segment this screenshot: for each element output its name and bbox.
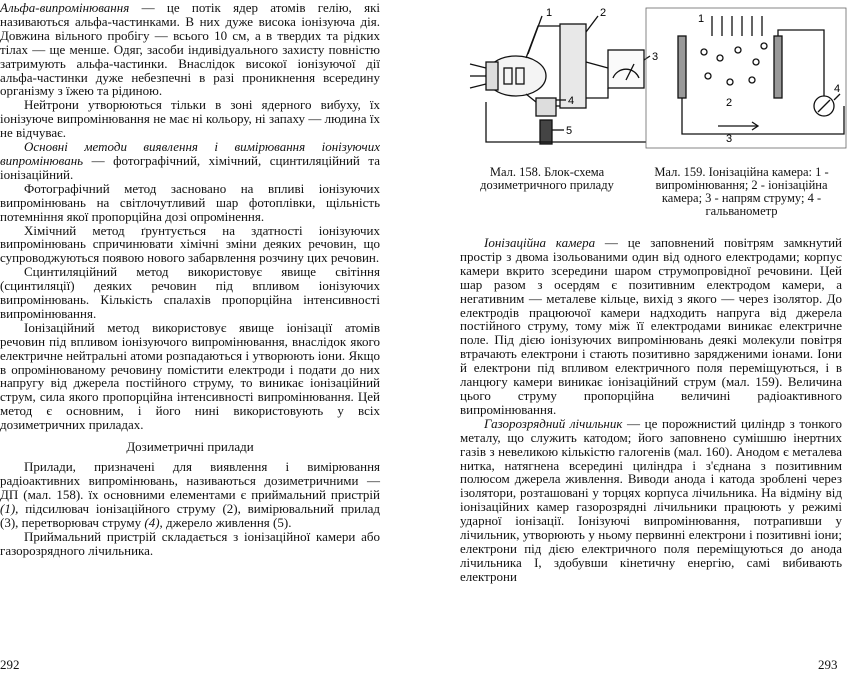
paragraph-neutrons: Нейтрони утворюються тільки в зоні ядерного вибуху, їх іонізуюче випромінювання не має ні кольору, ні запаху — людина їх не відчуває. xyxy=(0,97,380,141)
fig158-label-2: 2 xyxy=(600,7,607,19)
page-number-right: 293 xyxy=(818,657,838,672)
paragraph-methods: Основні методи виявлення і вимірювання іонізуючих випромінювань — фотографічний, хімічний, сцинтиляційний та іонізаційний. xyxy=(0,139,380,182)
paragraph-ionization-chamber: Іонізаційна камера — це заповнений повітрям замкнутий простір з двома ізольованими один від одного електродами; корпус камери вкрито зсередини шаром струмопровідної речовини. Цей шар разом з осердям є позитивним електродом камери, а негативним — металеве кільце, вихід з якого — через ізолятор. До електродів працюючої камери надходить напруга від джерела постійного струму, тому між її електродами виникає електричне поле. Під дією іонізуючих випромінювань деякі молекули повітря втрачають електрони і стають позитивно зарядженими іонами. Іони й електрони під впливом електричного поля переміщуються, і в ланцюгу камери виникає іонізаційний струм (мал. 159). Величина цього струму пропорційна величині радіоактивного випромінювання. xyxy=(460,235,842,417)
fig159-label-1: 1 xyxy=(698,13,705,25)
paragraph-devices: Прилади, призначені для виявлення і вимірювання радіоактивних випромінювань, називаються дозиметричними — ДП (мал. 158). їх основними елементами є приймальний пристрій (1), підсилювач іонізаційного струму (2), вимірювальний прилад (3), перетворювач струму (4), джерело живлення (5). xyxy=(0,459,380,530)
fig159-label-4: 4 xyxy=(834,83,841,95)
paragraph-scintillation-method: Сцинтиляційний метод використовує явище світіння (сцинтиляції) деяких речовин під впливом іонізуючих випромінювань. Кількість спалахів пропорційна інтенсивності випромінювання. xyxy=(0,264,380,321)
right-page-text xyxy=(460,236,842,584)
figure-158-diagram xyxy=(470,16,650,144)
fig159-label-2: 2 xyxy=(726,97,733,109)
caption-figure-159: Мал. 159. Іонізаційна камера: 1 - випромінювання; 2 - іонізаційна камера; 3 - напрям струму; 4 - гальванометр xyxy=(654,165,829,218)
paragraph-photo-method: Фотографічний метод засновано на впливі іонізуючих випромінювань на світлочутливий шар фотоплівки, щільність потемніння якої пропорційна дозі опромінення. xyxy=(0,180,380,224)
caption-figure-158: Мал. 158. Блок-схема дозиметричного приладу xyxy=(480,165,614,192)
fig159-label-3: 3 xyxy=(726,133,733,145)
fig158-label-4: 4 xyxy=(568,95,575,107)
figure-159-diagram xyxy=(646,8,846,148)
fig158-label-5: 5 xyxy=(566,125,573,137)
paragraph-gas-counter: Газорозрядний лічильник — це порожнистий циліндр з тонкого металу, що служить катодом; його заповнено сумішшю інертних газів з невеликою кількістю галогенів (мал. 160). Анодом є металева нитка, натягнена всередині циліндра і з'єднана з позитивним полюсом джерела живлення. Виводи анода і катода зроблені через ізолятори, розташовані у торцях корпуса лічильника. На відміну від іонізаційних камер газорозрядні лічильники працюють у режимі ударної іонізації. Іонізуючі випромінювання, потрапивши у лічильник, утворюють у ньому первинні електрони і позитивні іони; електрони під дією електричного поля переміщуються до анода лічильника І, здобувши кінетичну енергію, самі вибивають електрони xyxy=(460,415,842,584)
section-heading: Дозиметричні прилади xyxy=(126,439,254,455)
fig158-label-1: 1 xyxy=(546,7,553,19)
paragraph-chemical-method: Хімічний метод ґрунтується на здатності іонізуючих випромінювань спричинювати хімічні зміни деяких речовин, що супроводжуються появою нового забарвлення розчину цих речовин. xyxy=(0,222,380,266)
paragraph-receiver: Приймальний пристрій складається з іонізаційної камери або газорозрядного лічильника. xyxy=(0,528,380,558)
paragraph-alpha: Альфа-випромінювання — це потік ядер атомів гелію, які називаються альфа-частинками. В них дуже висока іонізуюча дія. Довжина вільного пробігу — всього 10 см, а в твердих та рідких тілах — ще менше. Одяг, засоби індивідуального захисту повністю затримують альфа-частинки. Внаслідок високої іонізуючої дії альфа-частинки дуже небезпечні в разі проникнення всередину організму з їжею та рідиною. xyxy=(0,0,380,99)
page-number-left: 292 xyxy=(0,657,20,672)
fig158-label-3: 3 xyxy=(652,51,659,63)
left-page xyxy=(0,1,380,557)
paragraph-ionization-method: Іонізаційний метод використовує явище іонізації атомів речовин під впливом іонізуючого випромінювання, внаслідок якого електричне нейтральні атоми розпадаються і утворюють іони. Якщо в опромінюваному речовину помістити електроди і подати до них напругу від джерела постійного струму, то виникає іонізаційний струм, сила якого пропорційна інтенсивності випромінювання. Цей метод є основним, і його нині використовують у всіх дозиметричних приладах. xyxy=(0,319,380,433)
